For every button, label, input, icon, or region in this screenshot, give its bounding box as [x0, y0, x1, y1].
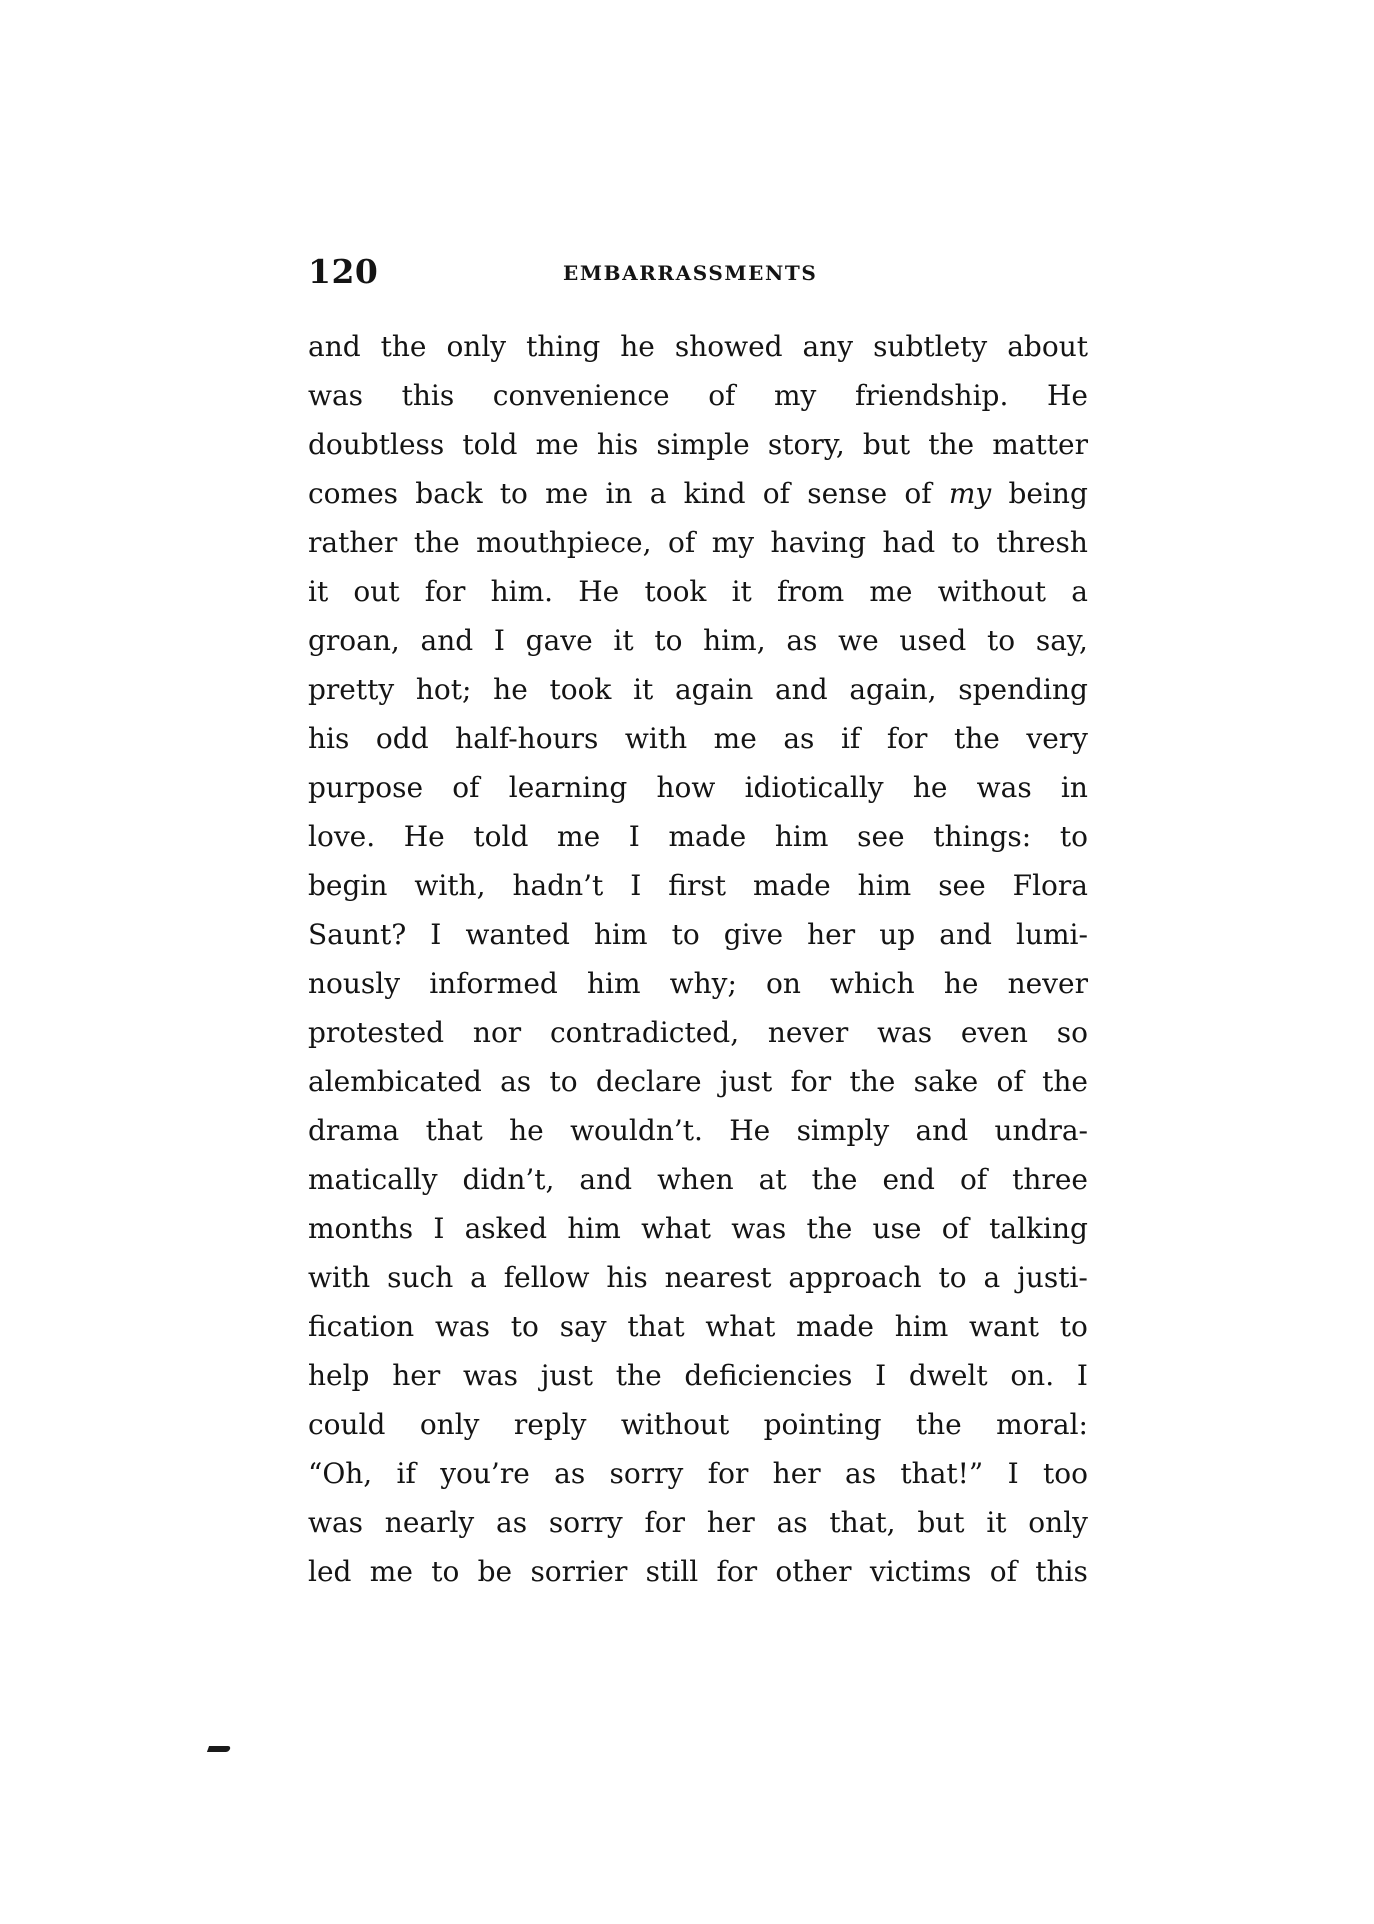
word: this: [1035, 1555, 1088, 1588]
word: sense: [807, 477, 888, 510]
text-line: [308, 469, 1088, 518]
word: used: [899, 624, 967, 657]
word: was: [462, 1359, 518, 1392]
word: things:: [933, 820, 1032, 853]
word: hot;: [415, 673, 472, 706]
word: his: [596, 428, 639, 461]
word: nearly: [384, 1506, 475, 1539]
word: Saunt?: [308, 918, 407, 951]
word: months: [308, 1212, 414, 1245]
word: the: [615, 1359, 662, 1392]
word: on: [766, 967, 801, 1000]
text-line: [308, 714, 1088, 763]
word: with,: [414, 869, 486, 902]
word: simple: [656, 428, 750, 461]
word: matter: [992, 428, 1088, 461]
word: and: [774, 673, 828, 706]
word: of: [452, 771, 480, 804]
word: comes: [308, 477, 399, 510]
word: mouthpiece,: [476, 526, 652, 559]
word: the: [806, 1212, 853, 1245]
word: the: [1042, 1065, 1088, 1098]
word: again: [674, 673, 754, 706]
word: and: [915, 1114, 969, 1147]
word: his: [606, 1261, 648, 1294]
word: me: [869, 575, 913, 608]
word: what: [641, 1212, 712, 1245]
word: that: [425, 1114, 483, 1147]
word: was: [976, 771, 1032, 804]
word: as: [554, 1457, 586, 1490]
word: being: [1008, 477, 1088, 510]
word: be: [477, 1555, 513, 1588]
word: thing: [526, 330, 601, 363]
word: took: [549, 673, 612, 706]
word: why;: [669, 967, 737, 1000]
word: up: [879, 918, 916, 951]
word: didn’t,: [462, 1163, 555, 1196]
word: asked: [464, 1212, 548, 1245]
word: give: [723, 918, 784, 951]
text-line: [308, 959, 1088, 1008]
word: as: [786, 624, 818, 657]
text-line: [308, 812, 1088, 861]
word: with: [624, 722, 688, 755]
word: for: [716, 1555, 758, 1588]
word: that: [627, 1310, 685, 1343]
word: that!”: [900, 1457, 984, 1490]
body-text: [308, 322, 1088, 1596]
word: to: [510, 1310, 539, 1343]
word: wanted: [465, 918, 570, 951]
word: him,: [703, 624, 766, 657]
word: of: [989, 1555, 1017, 1588]
word: nearest: [664, 1261, 772, 1294]
word: I: [1007, 1457, 1019, 1490]
word: talking: [989, 1212, 1088, 1245]
word: I: [628, 820, 640, 853]
word: only: [446, 330, 507, 363]
word: and: [939, 918, 992, 951]
word: him: [857, 869, 912, 902]
word: it: [633, 673, 654, 706]
word: idiotically: [744, 771, 884, 804]
word: of: [762, 477, 790, 510]
word: showed: [674, 330, 783, 363]
word: the: [380, 330, 427, 363]
text-line: [308, 518, 1088, 567]
word: He: [578, 575, 620, 608]
word: was: [731, 1212, 787, 1245]
word: you’re: [440, 1457, 530, 1490]
word: pointing: [763, 1408, 882, 1441]
word: only: [419, 1408, 480, 1441]
word: he: [620, 330, 655, 363]
text-line: [308, 616, 1088, 665]
word: victims: [869, 1555, 972, 1588]
word: on.: [1010, 1359, 1055, 1392]
word: subtlety: [873, 330, 988, 363]
text-line: [308, 1008, 1088, 1057]
text-line: [308, 910, 1088, 959]
word: as: [845, 1457, 877, 1490]
word: contradicted,: [549, 1016, 740, 1049]
word: I: [630, 869, 642, 902]
word: of: [959, 1163, 988, 1196]
word: could: [308, 1408, 386, 1441]
word: justi-: [1017, 1261, 1088, 1294]
text-line: [308, 1155, 1088, 1204]
word: when: [657, 1163, 734, 1196]
word: to: [938, 1261, 967, 1294]
word: in: [1060, 771, 1088, 804]
word: was: [434, 1310, 490, 1343]
word: sorry: [609, 1457, 684, 1490]
word: if: [840, 722, 861, 755]
word: for: [644, 1506, 686, 1539]
word: rather: [308, 526, 398, 559]
word: of: [941, 1212, 969, 1245]
word: lumi-: [1016, 918, 1088, 951]
word: to: [549, 1065, 578, 1098]
word: a: [1071, 575, 1088, 608]
word: this: [401, 379, 455, 412]
word: just: [719, 1065, 773, 1098]
word: see: [857, 820, 905, 853]
word: her: [706, 1506, 755, 1539]
word: was: [308, 1506, 364, 1539]
word: took: [644, 575, 707, 608]
word: me: [369, 1555, 413, 1588]
word: out: [353, 575, 400, 608]
word: from: [777, 575, 845, 608]
word: such: [387, 1261, 454, 1294]
word: Flora: [1012, 869, 1088, 902]
running-title: EMBARRASSMENTS: [563, 261, 818, 285]
word: other: [775, 1555, 852, 1588]
word: to: [654, 624, 683, 657]
word: any: [802, 330, 854, 363]
word: informed: [429, 967, 558, 1000]
word: but: [917, 1506, 965, 1539]
word: nously: [308, 967, 401, 1000]
word: to: [987, 624, 1016, 657]
word: what: [705, 1310, 776, 1343]
text-line: [308, 1302, 1088, 1351]
word: which: [830, 967, 915, 1000]
word: pretty: [308, 673, 395, 706]
word: reply: [513, 1408, 587, 1441]
word: fellow: [503, 1261, 590, 1294]
text-line: [308, 1204, 1088, 1253]
word: my: [774, 379, 817, 412]
word: hadn’t: [512, 869, 604, 902]
running-head: [308, 252, 1088, 292]
word: my: [948, 477, 992, 510]
word: the: [915, 1408, 962, 1441]
word: I: [875, 1359, 887, 1392]
word: I: [1076, 1359, 1088, 1392]
word: moral:: [996, 1408, 1088, 1441]
word: it: [613, 624, 634, 657]
word: led: [308, 1555, 352, 1588]
word: told: [462, 428, 518, 461]
word: at: [758, 1163, 787, 1196]
word: story,: [767, 428, 845, 461]
word: him: [894, 1310, 949, 1343]
word: that,: [829, 1506, 896, 1539]
word: of: [667, 526, 696, 559]
word: just: [540, 1359, 594, 1392]
word: was: [877, 1016, 933, 1049]
text-line: [308, 763, 1088, 812]
word: he: [509, 1114, 544, 1147]
word: as: [500, 1065, 532, 1098]
text-line: [308, 1253, 1088, 1302]
word: half-hours: [455, 722, 599, 755]
word: made: [796, 1310, 874, 1343]
word: even: [960, 1016, 1028, 1049]
word: of: [904, 477, 932, 510]
word: three: [1012, 1163, 1088, 1196]
word: and: [579, 1163, 633, 1196]
word: the: [953, 722, 1000, 755]
word: him.: [490, 575, 554, 608]
text-line: [308, 1449, 1088, 1498]
word: made: [668, 820, 747, 853]
word: him: [586, 967, 641, 1000]
text-line: [308, 322, 1088, 371]
text-line: [308, 1106, 1088, 1155]
word: undra-: [994, 1114, 1088, 1147]
word: protested: [308, 1016, 445, 1049]
text-line: [308, 371, 1088, 420]
word: about: [1007, 330, 1088, 363]
word: approach: [788, 1261, 922, 1294]
word: very: [1026, 722, 1088, 755]
word: I: [433, 1212, 445, 1245]
word: him: [593, 918, 648, 951]
word: say,: [1035, 624, 1088, 657]
word: of: [996, 1065, 1024, 1098]
word: thresh: [996, 526, 1088, 559]
word: me: [545, 477, 589, 510]
word: wouldn’t.: [570, 1114, 703, 1147]
word: simply: [796, 1114, 890, 1147]
word: want: [969, 1310, 1039, 1343]
word: me: [557, 820, 601, 853]
word: his: [308, 722, 350, 755]
text-line: [308, 1400, 1088, 1449]
word: spending: [958, 673, 1088, 706]
word: me: [713, 722, 757, 755]
word: still: [645, 1555, 699, 1588]
word: he: [493, 673, 528, 706]
word: him: [567, 1212, 621, 1245]
word: love.: [308, 820, 376, 853]
word: never: [1007, 967, 1088, 1000]
word: first: [668, 869, 726, 902]
word: me: [535, 428, 579, 461]
word: to: [431, 1555, 460, 1588]
word: without: [620, 1408, 730, 1441]
word: to: [1059, 820, 1088, 853]
word: of: [708, 379, 736, 412]
word: him: [774, 820, 829, 853]
word: a: [649, 477, 667, 510]
word: too: [1042, 1457, 1088, 1490]
word: alembicated: [308, 1065, 482, 1098]
word: it: [308, 575, 329, 608]
word: he: [912, 771, 948, 804]
text-line: [308, 567, 1088, 616]
word: a: [470, 1261, 487, 1294]
word: purpose: [308, 771, 424, 804]
word: having: [770, 526, 867, 559]
word: how: [656, 771, 716, 804]
word: a: [983, 1261, 1001, 1294]
margin-mark: [207, 1746, 231, 1752]
word: it: [986, 1506, 1007, 1539]
word: fication: [308, 1310, 415, 1343]
word: the: [928, 428, 975, 461]
word: the: [811, 1163, 858, 1196]
word: nor: [472, 1016, 522, 1049]
word: told: [473, 820, 529, 853]
word: sorry: [548, 1506, 623, 1539]
page-number: 120: [308, 252, 379, 291]
word: again,: [849, 673, 937, 706]
text-line: [308, 1351, 1088, 1400]
word: I: [430, 918, 442, 951]
word: as: [783, 722, 815, 755]
word: help: [308, 1359, 370, 1392]
word: as: [776, 1506, 808, 1539]
word: for: [790, 1065, 832, 1098]
text-line: [308, 1547, 1088, 1596]
word: her: [772, 1457, 821, 1490]
word: her: [807, 918, 856, 951]
word: use: [872, 1212, 922, 1245]
word: kind: [683, 477, 746, 510]
text-line: [308, 665, 1088, 714]
word: to: [1059, 1310, 1088, 1343]
word: was: [308, 379, 364, 412]
word: her: [392, 1359, 441, 1392]
word: without: [937, 575, 1047, 608]
word: the: [413, 526, 460, 559]
word: back: [415, 477, 483, 510]
word: we: [838, 624, 879, 657]
word: and: [420, 624, 474, 657]
word: “Oh,: [308, 1457, 373, 1490]
word: only: [1028, 1506, 1088, 1539]
word: matically: [308, 1163, 438, 1196]
word: deficiencies: [684, 1359, 853, 1392]
word: to: [951, 526, 980, 559]
word: as: [496, 1506, 528, 1539]
word: He: [729, 1114, 771, 1147]
word: in: [605, 477, 633, 510]
word: odd: [375, 722, 429, 755]
word: for: [424, 575, 466, 608]
word: declare: [595, 1065, 702, 1098]
word: the: [849, 1065, 896, 1098]
word: my: [711, 526, 755, 559]
word: sorrier: [530, 1555, 628, 1588]
word: doubtless: [308, 428, 445, 461]
word: gave: [525, 624, 593, 657]
word: begin: [308, 869, 388, 902]
text-line: [308, 1057, 1088, 1106]
word: I: [493, 624, 505, 657]
word: say: [559, 1310, 607, 1343]
text-line: [308, 1498, 1088, 1547]
word: for: [886, 722, 928, 755]
word: convenience: [492, 379, 670, 412]
word: sake: [913, 1065, 979, 1098]
text-line: [308, 420, 1088, 469]
word: dwelt: [908, 1359, 988, 1392]
word: never: [767, 1016, 849, 1049]
word: learning: [508, 771, 628, 804]
word: made: [752, 869, 831, 902]
word: but: [862, 428, 911, 461]
word: He: [403, 820, 445, 853]
word: groan,: [308, 624, 400, 657]
word: it: [731, 575, 752, 608]
word: see: [938, 869, 986, 902]
word: He: [1046, 379, 1088, 412]
word: if: [396, 1457, 416, 1490]
word: to: [671, 918, 700, 951]
text-line: [308, 861, 1088, 910]
word: friendship.: [854, 379, 1009, 412]
word: to: [499, 477, 528, 510]
word: drama: [308, 1114, 400, 1147]
word: end: [882, 1163, 935, 1196]
word: he: [943, 967, 979, 1000]
word: with: [308, 1261, 371, 1294]
word: for: [707, 1457, 749, 1490]
word: and: [308, 330, 361, 363]
word: had: [882, 526, 936, 559]
word: so: [1056, 1016, 1088, 1049]
